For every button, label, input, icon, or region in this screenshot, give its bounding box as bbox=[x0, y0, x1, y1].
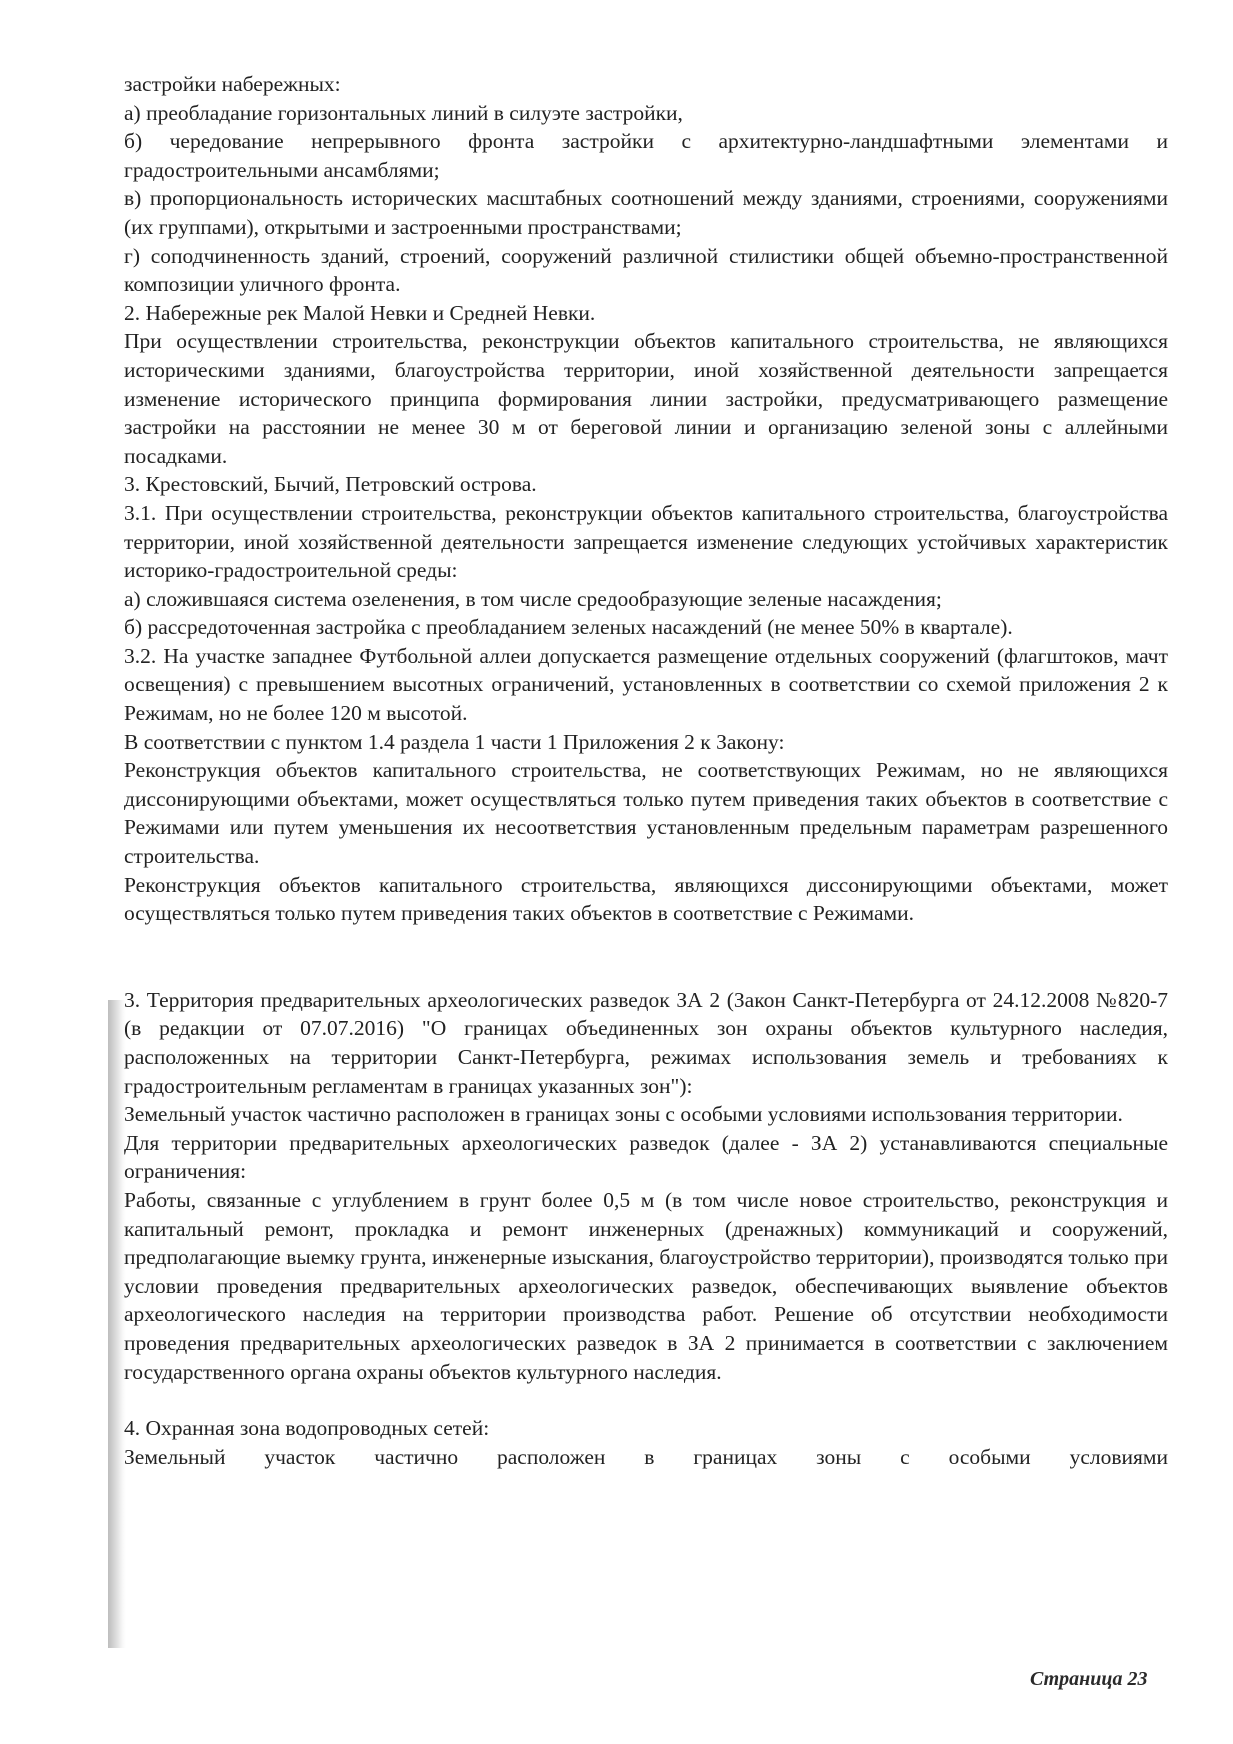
paragraph: Работы, связанные с углублением в грунт более 0,5 м (в том числе новое строительство, реконструкция и капитальный ремонт, прокладка и ремонт инженерных (дренажных) коммуникаций и сооружений, предполагающие выемку грунта, инженерные изыскания, благоустройство территории), производятся только при условии проведения предварительных археологических разведок, обеспечивающих выявление объектов археологического наследия на территории производства работ. Решение об отсутствии необходимости проведения предварительных археологических разведок в ЗА 2 принимается в соответствии с заключением государственного органа охраны объектов культурного наследия. bbox=[124, 1187, 1168, 1384]
document-page bbox=[124, 70, 1168, 1471]
paragraph-3-2: 3.2. На участке западнее Футбольной аллеи допускается размещение отдельных сооружений (флагштоков, мачт освещения) с превышением высотных ограничений, установленных в соответствии со схемой приложения 2 к Режимам, но не более 120 м высотой. bbox=[124, 643, 1168, 726]
paragraph-3-1: 3.1. При осуществлении строительства, реконструкции объектов капитального строительства, благоустройства территории, иной хозяйственной деятельности запрещается изменение следующих устойчивых характеристик историко-градостроительной среды: bbox=[124, 500, 1168, 583]
paragraph: Земельный участок частично расположен в границах зоны с особыми условиями bbox=[124, 1444, 1168, 1469]
list-item-a: а) сложившаяся система озеленения, в том числе средообразующие зеленые насаждения; bbox=[124, 586, 942, 611]
paragraph: Реконструкция объектов капитального строительства, являющихся диссонирующими объектами, может осуществляться только путем приведения таких объектов в соответствие с Режимами. bbox=[124, 872, 1168, 926]
paragraph: Реконструкция объектов капитального строительства, не соответствующих Режимам, но не являющихся диссонирующими объектами, может осуществляться только путем приведения таких объектов в соответствие с Режимами или путем уменьшения их несоответствия установленным предельным параметрам разрешенного строительства. bbox=[124, 758, 1168, 869]
list-item-g: г) соподчиненность зданий, строений, сооружений различной стилистики общей объемно-пространственной композиции уличного фронта. bbox=[124, 243, 1168, 297]
list-item-v: в) пропорциональность исторических масштабных соотношений между зданиями, строениями, сооружениями (их группами), открытыми и застроенными пространствами; bbox=[124, 186, 1168, 239]
section-heading-archaeology: 3. Территория предварительных археологических разведок ЗА 2 (Закон Санкт-Петербурга от 24.12.2008 №820-7 (в редакции от 07.07.2016) "О границах объединенных зон охраны объектов культурного наследия, расположенных на территории Санкт-Петербурга, режимах использования земель и требованиях к градостроительным регламентам в границах указанных зон"): bbox=[124, 987, 1168, 1098]
paragraph: Для территории предварительных археологических разведок (далее - ЗА 2) устанавливаются специальные ограничения: bbox=[124, 1130, 1168, 1184]
list-item-b: б) рассредоточенная застройка с преобладанием зеленых насаждений (не менее 50% в квартале). bbox=[124, 615, 1013, 640]
list-item-a: а) преобладание горизонтальных линий в силуэте застройки, bbox=[124, 100, 683, 125]
paragraph: Земельный участок частично расположен в границах зоны с особыми условиями использования территории. bbox=[124, 1102, 1123, 1127]
spacer bbox=[124, 1386, 1168, 1414]
list-item-b: б) чередование непрерывного фронта застройки с архитектурно-ландшафтными элементами и градостроительными ансамблями; bbox=[124, 129, 1168, 182]
section-heading-2: 2. Набережные рек Малой Невки и Средней Невки. bbox=[124, 300, 596, 325]
water-zone-section bbox=[124, 1414, 1168, 1471]
paragraph: застройки набережных: bbox=[124, 72, 341, 96]
section-heading-water-zone: 4. Охранная зона водопроводных сетей: bbox=[124, 1416, 490, 1441]
section-heading-3: 3. Крестовский, Бычий, Петровский острова. bbox=[124, 472, 537, 497]
page-number: Страница 23 bbox=[1030, 1668, 1148, 1690]
paragraph: В соответствии с пунктом 1.4 раздела 1 части 1 Приложения 2 к Закону: bbox=[124, 729, 785, 754]
archaeology-section bbox=[124, 986, 1168, 1386]
top-section bbox=[124, 70, 1168, 928]
paragraph: При осуществлении строительства, реконструкции объектов капитального строительства, не являющихся историческими зданиями, благоустройства территории, иной хозяйственной деятельности запрещается изменение исторического принципа формирования линии застройки, предусматривающего размещение застройки на расстоянии не менее 30 м от береговой линии и организацию зеленой зоны с аллейными посадками. bbox=[124, 329, 1168, 468]
spacer bbox=[124, 928, 1168, 986]
